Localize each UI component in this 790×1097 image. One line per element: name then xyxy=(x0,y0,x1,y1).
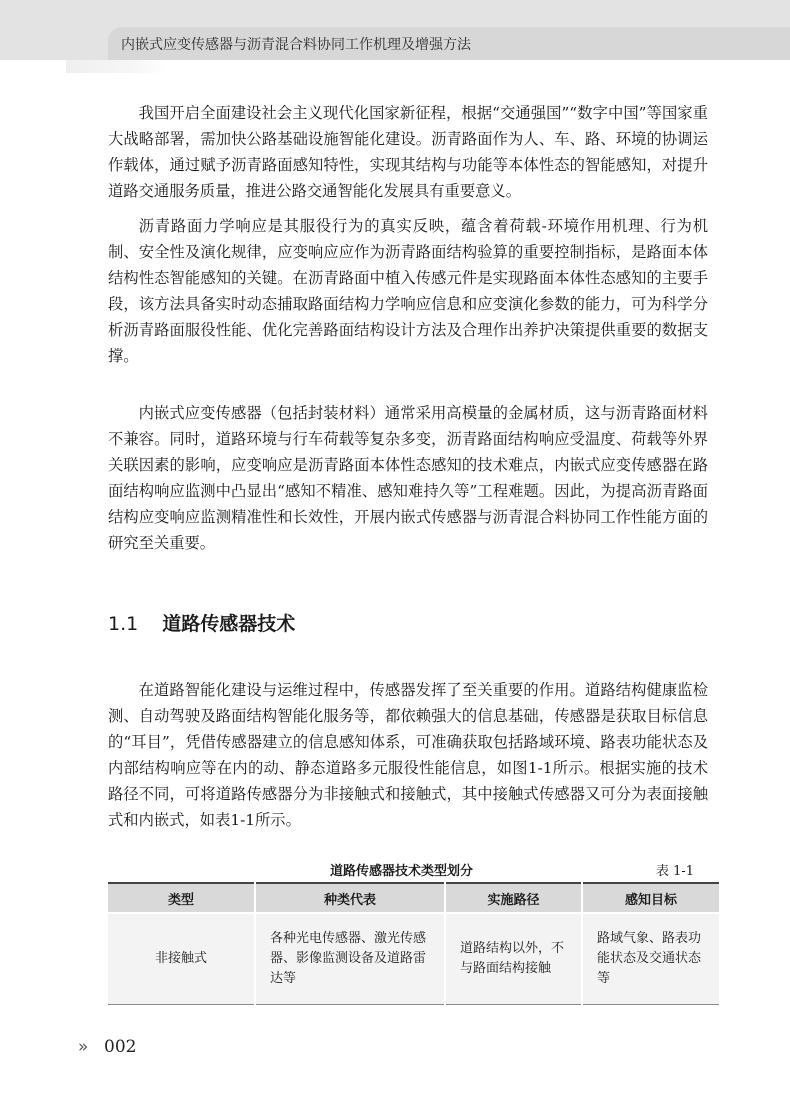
table-number: 表 1-1 xyxy=(656,864,695,879)
table-header-cell: 感知目标 xyxy=(582,883,719,913)
page-number: 002 xyxy=(104,1037,137,1057)
table-header-cell: 种类代表 xyxy=(255,883,445,913)
section-number: 1.1 xyxy=(108,613,139,635)
header-decoration xyxy=(66,60,166,73)
table-header-cell: 类型 xyxy=(108,883,255,913)
body-paragraph-3: 内嵌式应变传感器（包括封装材料）通常采用高模量的金属材质，这与沥青路面材料不兼容。同时，道路环境与行车荷载等复杂多变，沥青路面结构响应受温度、荷载等外界关联因素的影响，应变响应是沥青路面本体性态感知的技术难点，内嵌式应变传感器在路面结构响应监测中凸显出“感知不精准、感知难持久等”工程难题。因此，为提高沥青路面结构应变响应监测精准性和长效性，开展内嵌式传感器与沥青混合料协同工作性能方面的研究至关重要。 xyxy=(108,404,708,552)
table-cell: 各种光电传感器、激光传感器、影像监测设备及道路雷达等 xyxy=(255,913,445,1005)
body-paragraph-2: 沥青路面力学响应是其服役行为的真实反映，蕴含着荷载-环境作用机理、行为机制、安全性及演化规律，应变响应应作为沥青路面结构验算的重要控制指标，是路面本体结构性态智能感知的关键。在沥青路面中植入传感元件是实现路面本体性态感知的主要手段，该方法具备实时动态捕取路面结构力学响应信息和应变演化参数的能力，可为科学分析沥青路面服役性能、优化完善路面结构设计方法及合理作出养护决策提供重要的数据支撑。 xyxy=(108,217,708,365)
sensor-type-table xyxy=(108,882,719,1005)
table-header-row xyxy=(108,883,719,913)
section-paragraph: 在道路智能化建设与运维过程中，传感器发挥了至关重要的作用。道路结构健康监检测、自动驾驶及路面结构智能化服务等，都依赖强大的信息基础，传感器是获取目标信息的“耳目”，凭借传感器建立的信息感知体系，可准确获取包括路域环境、路表功能状态及内部结构响应等在内的动、静态道路多元服役性能信息，如图1-1所示。根据实施的技术路径不同，可将道路传感器分为非接触式和接触式，其中接触式传感器又可分为表面接触式和内嵌式，如表1-1所示。 xyxy=(108,681,708,829)
table-cell: 路域气象、路表功能状态及交通状态等 xyxy=(582,913,719,1005)
page-marker-icon: » xyxy=(78,1037,86,1057)
table-caption: 道路传感器技术类型划分 xyxy=(330,864,474,879)
section-title: 道路传感器技术 xyxy=(162,613,296,635)
table-cell: 道路结构以外，不与路面结构接触 xyxy=(445,913,582,1005)
running-header-title: 内嵌式应变传感器与沥青混合料协同工作机理及增强方法 xyxy=(121,37,471,53)
section-heading xyxy=(108,609,295,636)
table-cell: 非接触式 xyxy=(108,913,255,1005)
table-header-cell: 实施路径 xyxy=(445,883,582,913)
body-paragraph-1: 我国开启全面建设社会主义现代化国家新征程，根据“交通强国”“数字中国”等国家重大战略部署，需加快公路基础设施智能化建设。沥青路面作为人、车、路、环境的协调运作载体，通过赋予沥青路面感知特性，实现其结构与功能等本体性态的智能感知，对提升道路交通服务质量，推进公路交通智能化发展具有重要意义。 xyxy=(108,104,708,200)
table-row xyxy=(108,913,719,1005)
